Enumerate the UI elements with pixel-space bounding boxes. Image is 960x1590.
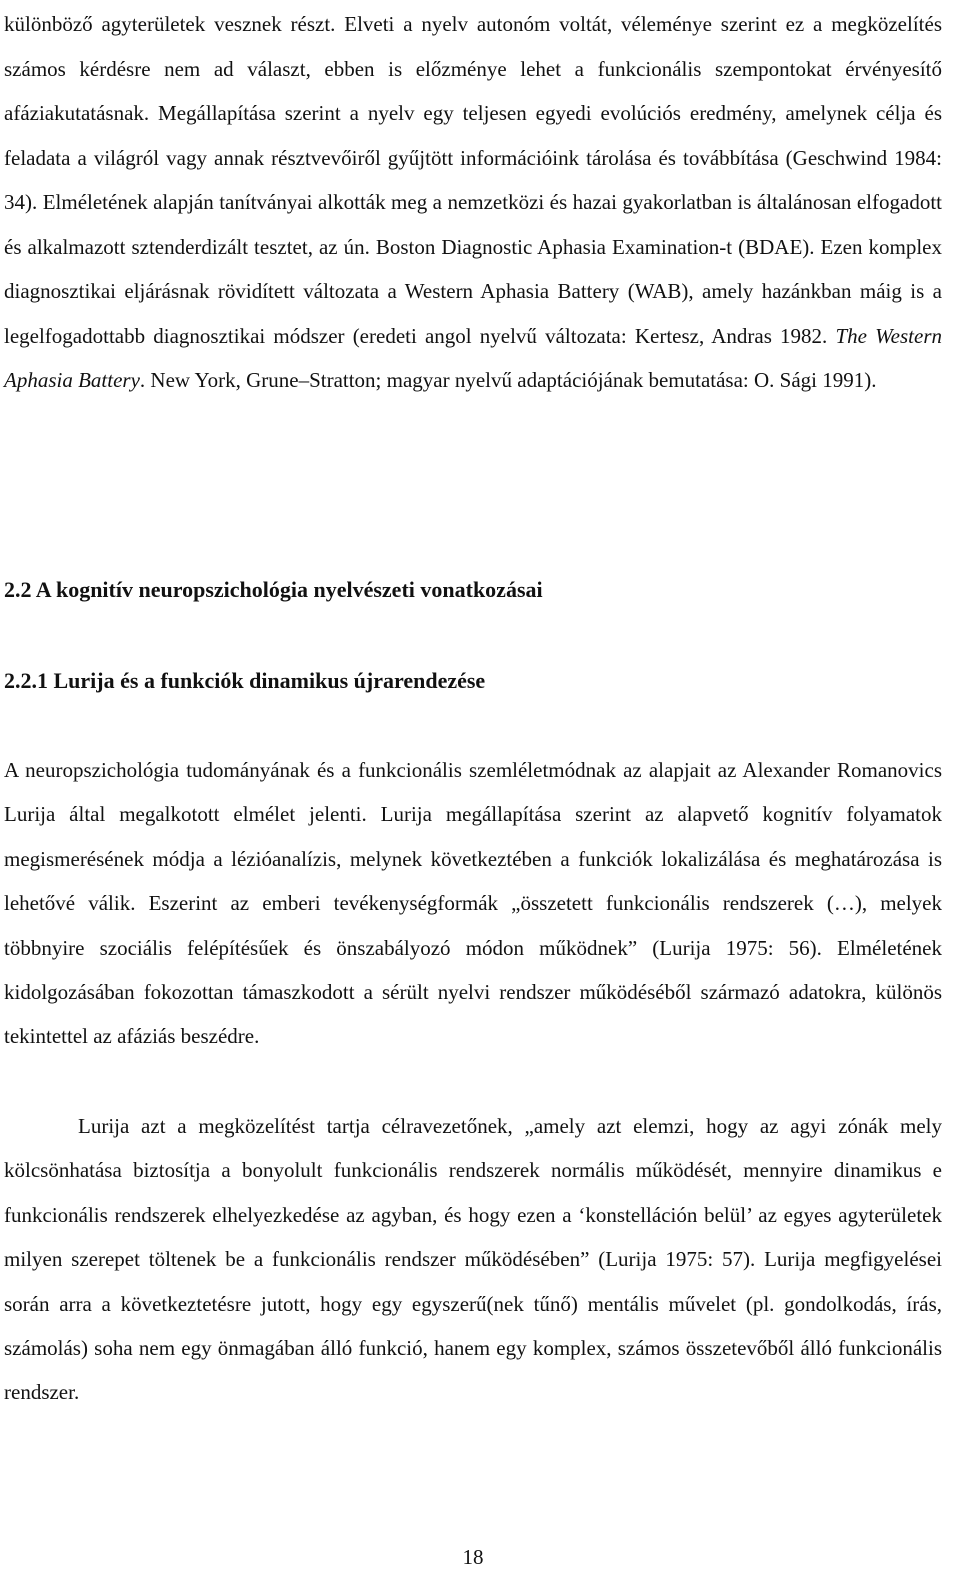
subsection-heading: 2.2.1 Lurija és a funkciók dinamikus újrarendezése xyxy=(4,668,486,693)
page-number: 18 xyxy=(462,1545,484,1569)
intro-text-part-1: különböző agyterületek vesznek részt. Elveti a nyelv autonóm voltát, véleménye szerint ez a megközelítés számos kérdésre nem ad választ, ebben is előzménye lehet a funkcionális szempontokat érvényesítő afáziakutatásnak. Megállapítása szerint a nyelv egy teljesen egyedi evolúciós eredmény, amelynek célja és feladata a világról vagy annak résztvevőiről gyűjtött információink tárolása és továbbítása (Geschwind 1984: 34). Elméletének alapján tanítványai alkották meg a nemzetközi és hazai gyakorlatban is általánosan elfogadott és alkalmazott sztenderdizált tesztet, az ún. Boston Diagnostic Aphasia Examination-t (BDAE). Ezen komplex diagnosztikai eljárásnak rövidített változata a Western Aphasia Battery (WAB), amely hazánkban máig is a legelfogadottabb diagnosztikai módszer (eredeti angol nyelvű változata: Kertesz, Andras 1982. xyxy=(4,12,942,348)
intro-book-title: The Western Aphasia Battery xyxy=(4,323,942,392)
body-paragraph-2: Lurija azt a megközelítést tartja célravezetőnek, „amely azt elemzi, hogy az agyi zónák mely kölcsönhatása biztosítja a bonyolult funkcionális rendszerek normális működését, mennyire dinamikus e funkcionális rendszerek elhelyezkedése az agyban, és hogy ezen a ‘konstelláción belül’ az egyes agyterületek milyen szerepet töltenek be a funkcionális rendszer működésében” (Lurija 1975: 57). Lurija megfigyelései során arra a következtetésre jutott, hogy egy egyszerű(nek tűnő) mentális művelet (pl. gondolkodás, írás, számolás) soha nem egy önmagában álló funkció, hanem egy komplex, számos összetevőből álló funkcionális rendszer. xyxy=(4,1114,942,1405)
intro-paragraph xyxy=(4,2,942,403)
body-paragraph-1: A neuropszichológia tudományának és a funkcionális szemléletmódnak az alapjait az Alexander Romanovics Lurija által megalkotott elmélet jelenti. Lurija megállapítása szerint az alapvető kognitív folyamatok megismerésének módja a lézióanalízis, melynek következtében a funkciók lokalizálása és meghatározása is lehetővé válik. Eszerint az emberi tevékenységformák „összetett funkcionális rendszerek (…), melyek többnyire szociális felépítésűek és önszabályozó módon működnek” (Lurija 1975: 56). Elméletének kidolgozásában fokozottan támaszkodott a sérült nyelvi rendszer működéséből származó adatokra, különös tekintettel az afáziás beszédre. xyxy=(4,758,942,1049)
intro-text-part-2: . New York, Grune–Stratton; magyar nyelvű adaptációjának bemutatása: O. Sági 1991). xyxy=(139,368,877,392)
section-heading: 2.2 A kognitív neuropszichológia nyelvészeti vonatkozásai xyxy=(4,577,543,602)
